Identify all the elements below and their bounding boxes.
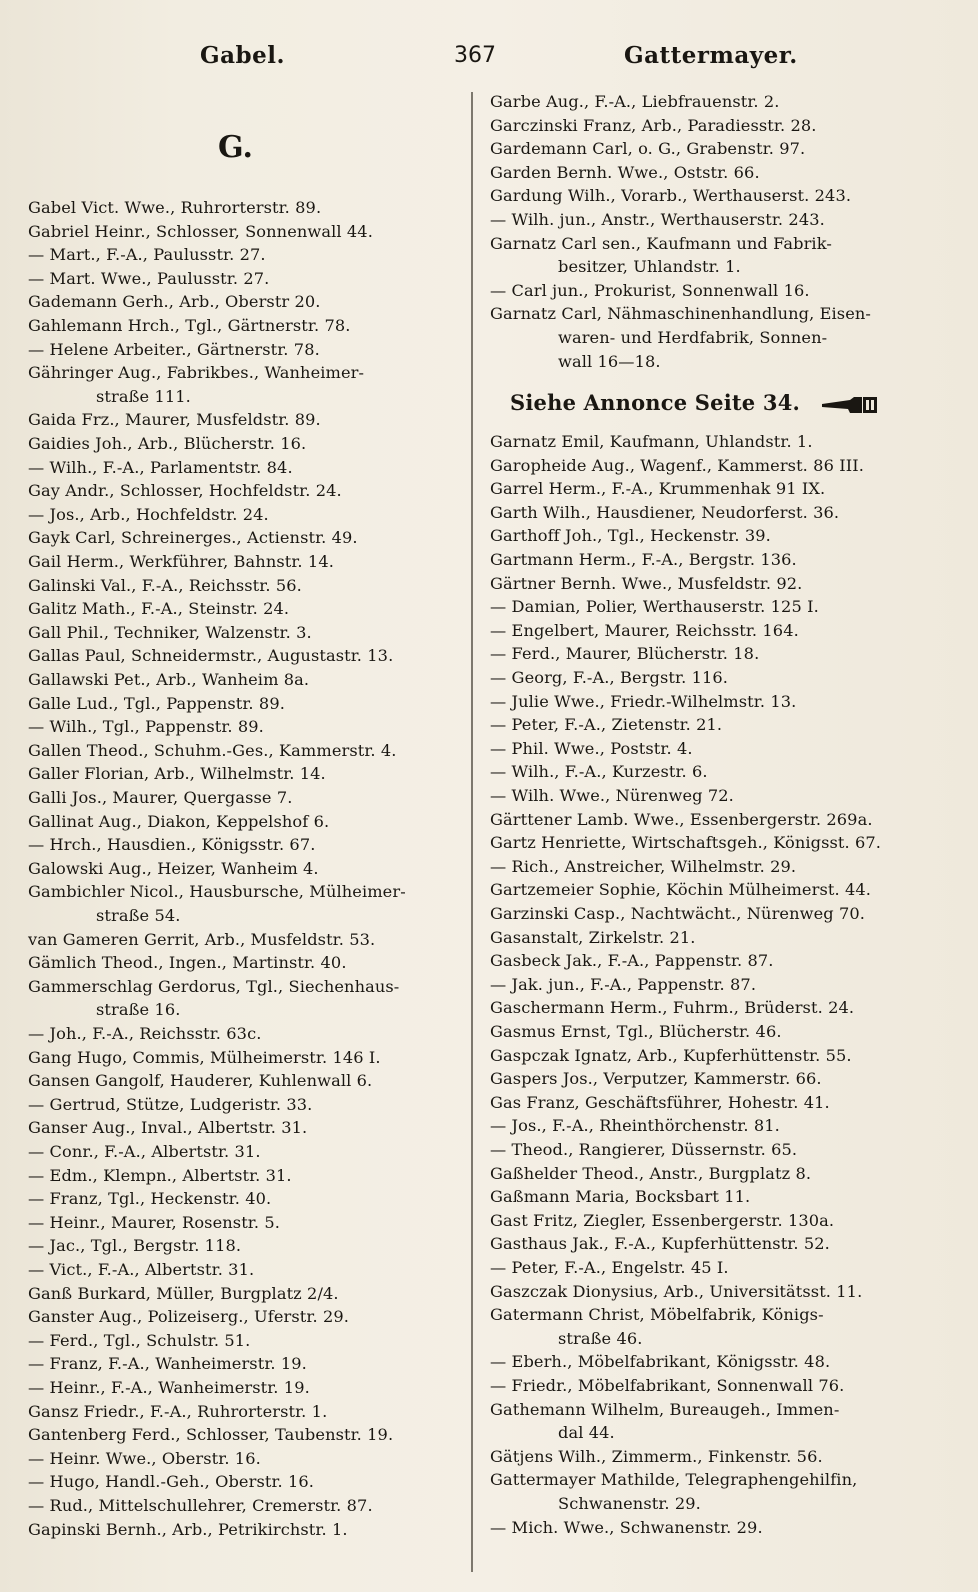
directory-entry: Galitz Math., F.-A., Steinstr. 24.	[28, 599, 290, 619]
directory-entry: Gärtner Bernh. Wwe., Musfeldstr. 92.	[490, 573, 803, 593]
directory-entry: Gaszczak Dionysius, Arb., Universitätsst. 11.	[490, 1281, 863, 1301]
directory-entry: — Wilh., Tgl., Pappenstr. 89.	[28, 717, 264, 737]
directory-entry: Garnatz Emil, Kaufmann, Uhlandstr. 1.	[490, 432, 813, 451]
page-number: 367	[454, 43, 496, 68]
directory-entry: Gahlemann Hrch., Tgl., Gärtnerstr. 78.	[28, 316, 351, 335]
directory-entry: Gallen Theod., Schuhm.-Ges., Kammerstr. 4.	[28, 740, 397, 760]
directory-entry: Gartz Henriette, Wirtschaftsgeh., Königsst. 67.	[490, 833, 882, 853]
directory-entry: — Edm., Klempn., Albertstr. 31.	[28, 1165, 292, 1185]
directory-entry: — Rud., Mittelschullehrer, Cremerstr. 87.	[28, 1496, 373, 1515]
directory-entry: Gaida Frz., Maurer, Musfeldstr. 89.	[28, 410, 321, 430]
directory-entry: — Engelbert, Maurer, Reichsstr. 164.	[490, 620, 799, 640]
directory-entry: Galowski Aug., Heizer, Wanheim 4.	[28, 858, 319, 878]
directory-entry: Gabel Vict. Wwe., Ruhrorterstr. 89.	[28, 198, 322, 217]
directory-entry: Garnatz Carl sen., Kaufmann und Fabrik-	[490, 233, 832, 253]
directory-entry: Gay Andr., Schlosser, Hochfeldstr. 24.	[28, 481, 342, 501]
directory-entry: straße 54.	[96, 906, 181, 925]
directory-entry: — Heinr. Wwe., Oberstr. 16.	[28, 1448, 261, 1468]
directory-entry: — Wilh., F.-A., Parlamentstr. 84.	[28, 457, 293, 477]
directory-entry: — Georg, F.-A., Bergstr. 116.	[490, 668, 729, 687]
directory-entry: — Jos., Arb., Hochfeldstr. 24.	[28, 504, 269, 524]
directory-entry: Gammerschlag Gerdorus, Tgl., Siechenhaus-	[28, 976, 400, 996]
directory-entry: Garden Bernh. Wwe., Oststr. 66.	[490, 162, 760, 182]
directory-entry: van Gameren Gerrit, Arb., Musfeldstr. 53.	[28, 929, 376, 949]
directory-entry: Gayk Carl, Schreinerges., Actienstr. 49.	[28, 528, 358, 548]
directory-entry: — Mich. Wwe., Schwanenstr. 29.	[490, 1517, 763, 1537]
directory-entry: Gas Franz, Geschäftsführer, Hohestr. 41.	[490, 1092, 830, 1112]
directory-entry: — Mart., F.-A., Paulusstr. 27.	[28, 245, 266, 265]
directory-entry: Garopheide Aug., Wagenf., Kammerst. 86 III.	[490, 455, 864, 475]
directory-entry: Gaidies Joh., Arb., Blücherstr. 16.	[28, 434, 307, 453]
directory-entry: Gasbeck Jak., F.-A., Pappenstr. 87.	[490, 951, 774, 971]
directory-entry: — Peter, F.-A., Zietenstr. 21.	[490, 715, 723, 735]
directory-entry: Ganser Aug., Inval., Albertstr. 31.	[28, 1118, 308, 1138]
directory-entry: Gaßhelder Theod., Anstr., Burgplatz 8.	[490, 1163, 812, 1183]
directory-entry: Gasanstalt, Zirkelstr. 21.	[490, 927, 696, 947]
directory-entry: Gardung Wilh., Vorarb., Werthauserst. 243.	[490, 186, 852, 206]
directory-entry: — Carl jun., Prokurist, Sonnenwall 16.	[490, 280, 810, 300]
directory-entry: — Conr., F.-A., Albertstr. 31.	[28, 1142, 261, 1161]
page-header	[0, 36, 978, 76]
directory-entry: — Peter, F.-A., Engelstr. 45 I.	[490, 1258, 729, 1277]
directory-entry: Gathemann Wilhelm, Bureaugeh., Immen-	[490, 1399, 840, 1419]
pointing-hand-icon	[820, 395, 880, 415]
directory-entry: — Ferd., Maurer, Blücherstr. 18.	[490, 644, 760, 664]
directory-entry: — Hrch., Hausdien., Königsstr. 67.	[28, 835, 316, 855]
directory-entry: Galler Florian, Arb., Wilhelmstr. 14.	[28, 764, 326, 784]
directory-entry: Gademann Gerh., Arb., Oberstr 20.	[28, 292, 321, 312]
directory-entry: Gansen Gangolf, Hauderer, Kuhlenwall 6.	[28, 1071, 373, 1091]
directory-entry: Gartzemeier Sophie, Köchin Mülheimerst. 44.	[490, 880, 871, 900]
directory-entry: Ganster Aug., Polizeiserg., Uferstr. 29.	[28, 1307, 349, 1327]
directory-entry: Gätjens Wilh., Zimmerm., Finkenstr. 56.	[490, 1446, 823, 1466]
directory-entry: Ganß Burkard, Müller, Burgplatz 2/4.	[28, 1283, 339, 1303]
directory-entry: Gallawski Pet., Arb., Wanheim 8a.	[28, 670, 310, 689]
directory-entry: dal 44.	[558, 1423, 615, 1443]
directory-entry: Garbe Aug., F.-A., Liebfrauenstr. 2.	[490, 92, 780, 111]
directory-entry: Gantenberg Ferd., Schlosser, Taubenstr. 19.	[28, 1425, 394, 1445]
directory-entry: Gaspczak Ignatz, Arb., Kupferhüttenstr. 55.	[490, 1045, 852, 1065]
directory-entry: wall 16—18.	[558, 351, 661, 371]
directory-entry: straße 16.	[96, 1000, 181, 1020]
directory-entry: Garrel Herm., F.-A., Krummenhak 91 IX.	[490, 479, 826, 499]
header-right-keyword: Gattermayer.	[624, 42, 798, 69]
directory-entry: — Gertrud, Stütze, Ludgeristr. 33.	[28, 1094, 313, 1114]
section-letter: G.	[218, 130, 253, 165]
directory-entry: — Mart. Wwe., Paulusstr. 27.	[28, 268, 270, 288]
directory-entry: straße 46.	[558, 1328, 643, 1348]
column-divider	[471, 92, 473, 1572]
directory-entry: Gaschermann Herm., Fuhrm., Brüderst. 24.	[490, 998, 855, 1018]
directory-entry: — Wilh., F.-A., Kurzestr. 6.	[490, 762, 708, 782]
directory-entry: — Eberh., Möbelfabrikant, Königsstr. 48.	[490, 1352, 831, 1372]
directory-entry: — Ferd., Tgl., Schulstr. 51.	[28, 1330, 251, 1350]
directory-entry: Gallinat Aug., Diakon, Keppelshof 6.	[28, 811, 330, 831]
directory-entry: Gapinski Bernh., Arb., Petrikirchstr. 1.	[28, 1519, 348, 1539]
directory-entry: Gambichler Nicol., Hausbursche, Mülheimer-	[28, 882, 406, 902]
directory-entry: — Franz, F.-A., Wanheimerstr. 19.	[28, 1354, 307, 1374]
directory-entry: waren- und Herdfabrik, Sonnen-	[558, 328, 828, 347]
directory-entry: — Jos., F.-A., Rheinthörchenstr. 81.	[490, 1116, 780, 1136]
directory-entry: — Vict., F.-A., Albertstr. 31.	[28, 1260, 255, 1279]
directory-entry: — Friedr., Möbelfabrikant, Sonnenwall 76.	[490, 1376, 845, 1395]
directory-entry: Gärttener Lamb. Wwe., Essenbergerstr. 269a.	[490, 809, 873, 829]
directory-entry: Gallas Paul, Schneidermstr., Augustastr. 13.	[28, 646, 394, 666]
annonce-text: Siehe Annonce Seite 34.	[510, 390, 801, 415]
directory-entry: — Rich., Anstreicher, Wilhelmstr. 29.	[490, 856, 797, 876]
directory-entry: Gall Phil., Techniker, Walzenstr. 3.	[28, 622, 312, 642]
directory-entry: — Jac., Tgl., Bergstr. 118.	[28, 1236, 242, 1256]
directory-entry: Garnatz Carl, Nähmaschinenhandlung, Eisen-	[490, 304, 871, 324]
directory-entry: — Heinr., F.-A., Wanheimerstr. 19.	[28, 1378, 310, 1397]
directory-entry: Garthoff Joh., Tgl., Heckenstr. 39.	[490, 526, 771, 546]
directory-entry: Schwanenstr. 29.	[558, 1494, 701, 1513]
directory-entry: Galle Lud., Tgl., Pappenstr. 89.	[28, 693, 285, 713]
directory-entry: Garzinski Casp., Nachtwächt., Nürenweg 70.	[490, 904, 866, 923]
directory-entry: Gaspers Jos., Verputzer, Kammerstr. 66.	[490, 1069, 822, 1089]
directory-entry: Gabriel Heinr., Schlosser, Sonnenwall 44.	[28, 221, 373, 241]
directory-entry: Gail Herm., Werkführer, Bahnstr. 14.	[28, 552, 334, 571]
directory-entry: Gasthaus Jak., F.-A., Kupferhüttenstr. 52.	[490, 1234, 830, 1254]
directory-entry: straße 111.	[96, 386, 191, 406]
directory-entry: — Julie Wwe., Friedr.-Wilhelmstr. 13.	[490, 691, 797, 711]
directory-entry: Garczinski Franz, Arb., Paradiesstr. 28.	[490, 115, 817, 135]
directory-entry: Gansz Friedr., F.-A., Ruhrorterstr. 1.	[28, 1401, 328, 1421]
directory-entry: besitzer, Uhlandstr. 1.	[558, 257, 741, 277]
directory-entry: — Helene Arbeiter., Gärtnerstr. 78.	[28, 339, 320, 359]
directory-entry: Gang Hugo, Commis, Mülheimerstr. 146 I.	[28, 1047, 381, 1067]
directory-entry: Garth Wilh., Hausdiener, Neudorferst. 36.	[490, 502, 840, 522]
directory-entry: Gatermann Christ, Möbelfabrik, Königs-	[490, 1305, 824, 1325]
directory-entry: Gartmann Herm., F.-A., Bergstr. 136.	[490, 550, 797, 569]
directory-entry: Gähringer Aug., Fabrikbes., Wanheimer-	[28, 363, 365, 383]
directory-entry: — Phil. Wwe., Poststr. 4.	[490, 738, 693, 758]
directory-entry: Gast Fritz, Ziegler, Essenbergerstr. 130a.	[490, 1210, 835, 1230]
header-left-keyword: Gabel.	[200, 42, 286, 69]
directory-entry: — Damian, Polier, Werthauserstr. 125 I.	[490, 597, 819, 617]
directory-entry: — Theod., Rangierer, Düssernstr. 65.	[490, 1140, 798, 1159]
directory-entry: Gardemann Carl, o. G., Grabenstr. 97.	[490, 139, 806, 159]
directory-entry: Gaßmann Maria, Bocksbart 11.	[490, 1187, 751, 1207]
directory-entry: Galli Jos., Maurer, Quergasse 7.	[28, 788, 293, 807]
directory-entry: — Wilh. jun., Anstr., Werthauserstr. 243.	[490, 210, 825, 229]
directory-entry: — Hugo, Handl.-Geh., Oberstr. 16.	[28, 1472, 315, 1492]
directory-entry: — Joh., F.-A., Reichsstr. 63c.	[28, 1024, 262, 1043]
directory-entry: Gasmus Ernst, Tgl., Blücherstr. 46.	[490, 1022, 782, 1041]
directory-entry: Gattermayer Mathilde, Telegraphengehilfin,	[490, 1470, 858, 1490]
directory-entry: — Heinr., Maurer, Rosenstr. 5.	[28, 1212, 280, 1232]
directory-entry: — Jak. jun., F.-A., Pappenstr. 87.	[490, 974, 757, 994]
annonce-notice	[510, 388, 880, 418]
directory-entry: Galinski Val., F.-A., Reichsstr. 56.	[28, 575, 302, 595]
directory-entry: — Wilh. Wwe., Nürenweg 72.	[490, 786, 734, 805]
directory-entry: — Franz, Tgl., Heckenstr. 40.	[28, 1189, 272, 1209]
directory-entry: Gämlich Theod., Ingen., Martinstr. 40.	[28, 953, 347, 973]
